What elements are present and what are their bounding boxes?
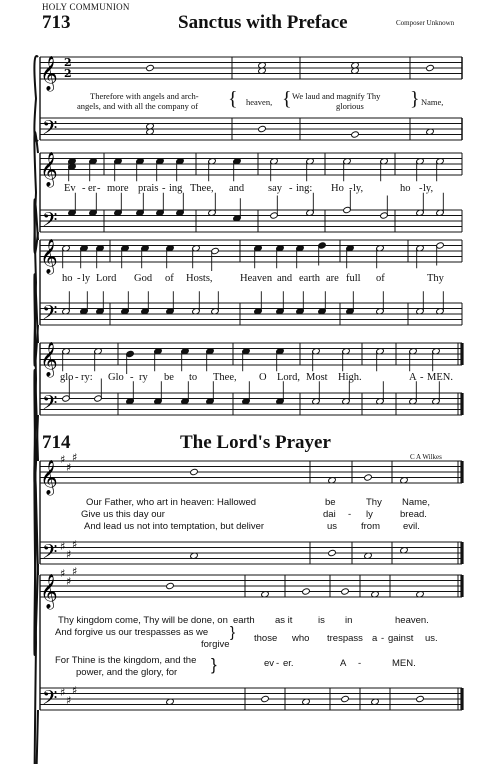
lyric-syllable: us. (425, 633, 438, 644)
lyric-syllable: Thy (366, 497, 382, 508)
note-head (426, 64, 435, 71)
sharp-icon: ♯ (72, 451, 78, 464)
hymn-number-714: 714 (42, 432, 71, 453)
lyric-syllable: er. (283, 658, 294, 669)
lyric-syllable: O (259, 372, 267, 383)
sharp-icon: ♯ (60, 540, 66, 553)
lyric-syllable: Lord (96, 273, 117, 284)
lyric-714-2d: power, and the glory, for (76, 667, 178, 678)
lyric-syllable: as it (275, 615, 293, 626)
lyric-syllable: those (254, 633, 278, 644)
lyric-713-1f: Name, (421, 97, 444, 107)
note-head (146, 64, 155, 71)
lyric-syllable: in (345, 615, 353, 626)
treble-clef-icon: 𝄞 (40, 460, 58, 495)
lyric-syllable: ly, (353, 183, 364, 194)
lyric-syllable: Lord, (277, 372, 301, 383)
bass-clef-icon: 𝄢 (42, 539, 58, 568)
lyric-syllable: ing: (296, 183, 313, 194)
lyric-syllable: us (327, 521, 338, 532)
lyric-syllable: - (289, 183, 293, 194)
bass-clef-icon: 𝄢 (42, 300, 58, 329)
lyric-syllable: - (75, 372, 79, 383)
lyric-syllable: Ho (331, 183, 344, 194)
lyric-syllable: and (277, 273, 293, 284)
sharp-icon: ♯ (60, 686, 66, 699)
lyric-syllable: - (130, 372, 134, 383)
lyric-syllable: - (276, 658, 280, 669)
lyric-714-2a: Thy kingdom come, Thy will be done, on (58, 615, 228, 626)
lyric-syllable: - (82, 183, 86, 194)
lyric-syllable: God (134, 273, 153, 284)
lyric-syllable: Thee, (213, 372, 237, 383)
sharp-icon: ♯ (72, 538, 78, 551)
treble-clef-icon: 𝄞 (40, 574, 58, 609)
treble-clef-icon: 𝄞 (40, 152, 58, 187)
lyric-syllable: - (97, 183, 101, 194)
note-head (341, 588, 350, 595)
lyric-syllable: - (381, 633, 385, 644)
lyric-713-1b: angels, and with all the company of (77, 101, 199, 111)
lyric-714-2b2: forgive (201, 639, 230, 650)
composer-713: Composer Unknown (396, 19, 455, 27)
lyric-syllable: - (349, 183, 353, 194)
lyric-syllable: - (348, 509, 352, 520)
lyric-syllable: - (77, 273, 81, 284)
sharp-icon: ♯ (72, 565, 78, 578)
note-head (416, 695, 425, 702)
note-head (328, 549, 337, 556)
lyric-syllable: ly, (423, 183, 434, 194)
lyric-syllable: A (340, 658, 347, 669)
brace: } (230, 624, 236, 641)
sharp-icon: ♯ (66, 694, 72, 707)
hymn-title-714: The Lord's Prayer (180, 432, 331, 453)
lyric-syllable: - (358, 658, 362, 669)
lyric-syllable: MEN. (392, 658, 416, 669)
bass-clef-icon: 𝄢 (42, 207, 58, 236)
lyric-syllable: and (229, 183, 245, 194)
system-brace (34, 56, 38, 141)
lyric-syllable: to (189, 372, 198, 383)
lyric-syllable: Thy (427, 273, 444, 284)
lyric-714-1c: And lead us not into temptation, but deliver (84, 521, 265, 532)
lyric-syllable: ly (82, 273, 91, 284)
svg-text:2: 2 (64, 67, 72, 80)
lyric-syllable: Hosts, (186, 273, 213, 284)
lyric-syllable: ry: (81, 372, 93, 383)
lyric-714-2c: For Thine is the kingdom, and the (55, 655, 197, 666)
lyric-syllable: dai (323, 509, 336, 520)
lyric-syllable: are (326, 273, 339, 284)
lyric-714-1a: Our Father, who art in heaven: Hallowed (86, 497, 257, 508)
lyric-syllable: trespass (327, 633, 363, 644)
note-head (302, 588, 311, 595)
note-head (351, 131, 360, 138)
note-head (364, 474, 373, 481)
lyric-713-1a: Therefore with angels and arch- (90, 91, 199, 101)
lyric-713-1d: We laud and magnify Thy (292, 91, 381, 101)
lyric-syllable: bread. (400, 509, 427, 520)
lyric-syllable: - (420, 372, 424, 383)
brace: { (228, 88, 238, 110)
note-head (261, 695, 270, 702)
brace: { (282, 88, 292, 110)
lyric-714-2b: And forgive us our trespasses as we (55, 627, 209, 638)
lyric-syllable: A (409, 372, 417, 383)
brace: } (410, 88, 420, 110)
note-head (166, 582, 175, 589)
lyric-713-1c: heaven, (246, 97, 273, 107)
svg-text:2: 2 (64, 56, 72, 69)
lyric-syllable: ly (366, 509, 373, 520)
lyric-syllable: Thee, (190, 183, 214, 194)
hymn-number-713: 713 (42, 12, 71, 33)
lyric-syllable: - (162, 183, 166, 194)
lyric-syllable: be (325, 497, 336, 508)
sharp-icon: ♯ (60, 453, 66, 466)
lyric-syllable: glo (60, 372, 74, 383)
sharp-icon: ♯ (60, 567, 66, 580)
lyric-syllable: full (346, 273, 361, 284)
lyric-syllable: heaven. (395, 615, 429, 626)
lyric-syllable: ho (62, 273, 73, 284)
lyric-syllable: Heaven (240, 273, 273, 284)
hymn-title-713: Sanctus with Preface (178, 12, 348, 33)
lyric-syllable: ry (139, 372, 148, 383)
composer-714: C A Wilkes (410, 453, 442, 461)
lyric-syllable: of (376, 273, 385, 284)
lyric-syllable: ing (169, 183, 183, 194)
lyric-syllable: - (419, 183, 423, 194)
lyric-syllable: a (372, 633, 378, 644)
lyric-syllable: prais (138, 183, 159, 194)
lyric-syllable: who (292, 633, 310, 644)
lyric-syllable: er (88, 183, 97, 194)
sharp-icon: ♯ (72, 684, 78, 697)
note-head (258, 125, 267, 132)
lyric-syllable: earth (233, 615, 255, 626)
bass-clef-icon: 𝄢 (42, 390, 58, 419)
lyric-syllable: ev (264, 658, 275, 669)
section-heading: HOLY COMMUNION (42, 2, 130, 12)
lyric-syllable: of (165, 273, 174, 284)
treble-clef-icon: 𝄞 (40, 239, 58, 274)
note-head (341, 695, 350, 702)
lyric-syllable: from (361, 521, 380, 532)
lyric-syllable: is (318, 615, 325, 626)
lyric-713-1e: glorious (336, 101, 364, 111)
lyric-714-1b: Give us this day our (81, 509, 165, 520)
lyric-syllable: Most (306, 372, 328, 383)
bass-clef-icon: 𝄢 (42, 685, 58, 714)
lyric-syllable: Ev (64, 183, 76, 194)
lyric-syllable: Glo (108, 372, 124, 383)
lyric-syllable: more (107, 183, 129, 194)
sharp-icon: ♯ (66, 575, 72, 588)
lyric-syllable: MEN. (427, 372, 453, 383)
treble-clef-icon: 𝄞 (40, 342, 58, 377)
lyric-syllable: earth (299, 273, 320, 284)
lyric-syllable: High. (338, 372, 362, 383)
sharp-icon: ♯ (66, 461, 72, 474)
note-head (190, 468, 199, 475)
lyric-syllable: ho (400, 183, 411, 194)
lyric-syllable: say (268, 183, 282, 194)
lyric-syllable: evil. (403, 521, 420, 532)
lyric-syllable: gainst (388, 633, 414, 644)
lyric-syllable: be (164, 372, 174, 383)
treble-clef-icon: 𝄞 (40, 56, 58, 91)
brace: } (211, 655, 217, 674)
sharp-icon: ♯ (66, 548, 72, 561)
lyric-syllable: Name, (402, 497, 430, 508)
bass-clef-icon: 𝄢 (42, 115, 58, 144)
